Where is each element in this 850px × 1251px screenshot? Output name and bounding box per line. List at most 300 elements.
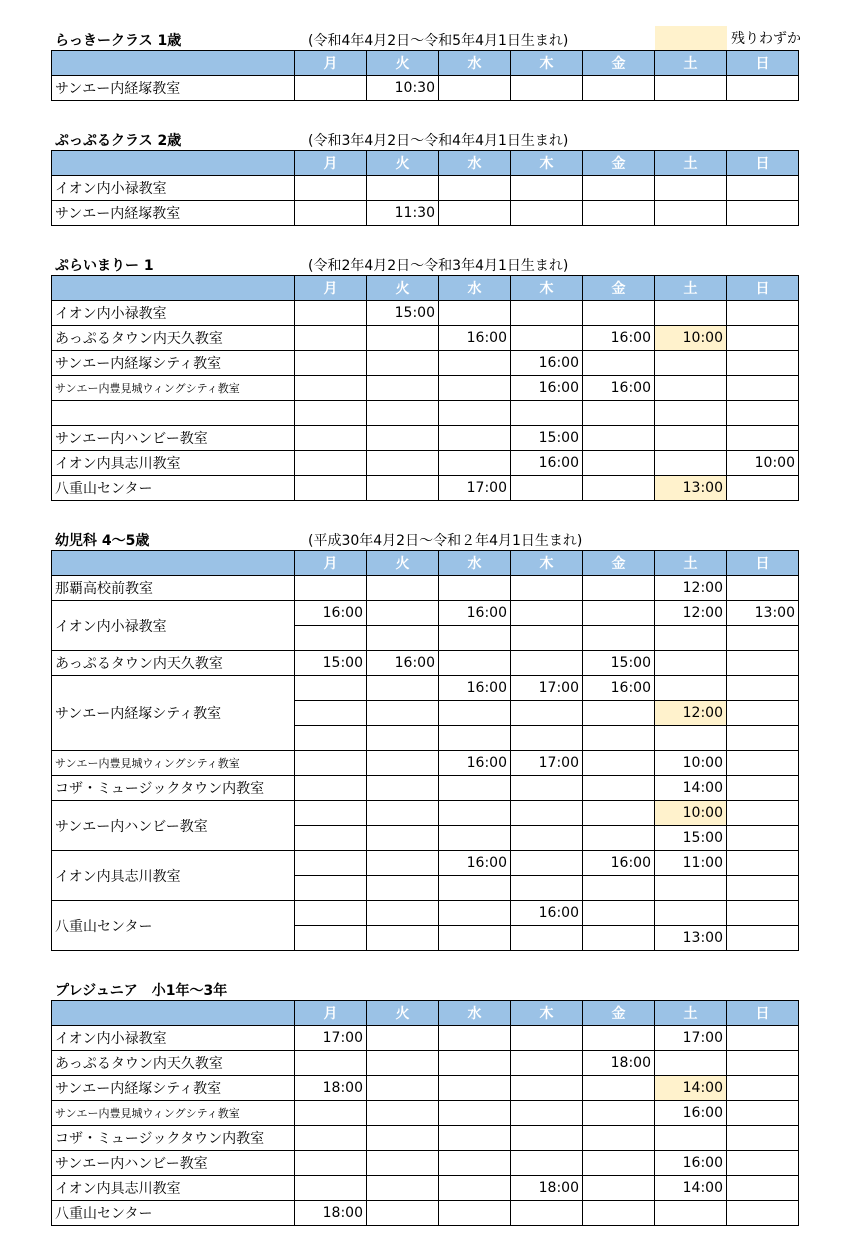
day-header: 月 xyxy=(295,151,367,176)
time-cell: 11:00 xyxy=(655,851,727,876)
time-cell xyxy=(655,301,727,326)
classroom-name: イオン内具志川教室 xyxy=(52,451,295,476)
time-cell xyxy=(295,1126,367,1151)
time-cell xyxy=(583,351,655,376)
classroom-name: イオン内小禄教室 xyxy=(52,1026,295,1051)
table-row xyxy=(52,576,799,601)
day-header: 日 xyxy=(727,551,799,576)
time-cell: 17:00 xyxy=(655,1026,727,1051)
time-cell xyxy=(511,926,583,951)
header-row xyxy=(52,51,799,76)
time-cell xyxy=(583,751,655,776)
time-cell: 18:00 xyxy=(295,1076,367,1101)
day-header: 水 xyxy=(439,51,511,76)
day-header: 土 xyxy=(655,51,727,76)
time-cell xyxy=(511,876,583,901)
classroom-name: イオン内小禄教室 xyxy=(52,176,295,201)
section-title: ぷっぷるクラス 2歳 xyxy=(55,133,182,149)
time-cell: 16:00 xyxy=(439,601,511,626)
time-cell xyxy=(439,1151,511,1176)
time-cell xyxy=(367,1201,439,1226)
time-cell xyxy=(727,401,799,426)
classroom-name: コザ・ミュージックタウン内教室 xyxy=(52,776,295,801)
time-cell xyxy=(439,451,511,476)
time-cell: 16:00 xyxy=(367,651,439,676)
schedule-table xyxy=(51,275,799,501)
time-cell xyxy=(655,451,727,476)
time-cell xyxy=(367,801,439,826)
time-cell xyxy=(583,201,655,226)
table-row xyxy=(52,676,799,701)
header-blank xyxy=(52,1001,295,1026)
day-header: 木 xyxy=(511,51,583,76)
day-header: 日 xyxy=(727,51,799,76)
day-header: 水 xyxy=(439,276,511,301)
time-cell xyxy=(583,1126,655,1151)
time-cell xyxy=(727,1101,799,1126)
time-cell xyxy=(295,801,367,826)
table-row xyxy=(52,451,799,476)
schedule-table xyxy=(51,1000,799,1226)
time-cell xyxy=(367,576,439,601)
time-cell xyxy=(367,376,439,401)
time-cell xyxy=(655,176,727,201)
classroom-name: サンエー内豊見城ウィングシティ教室 xyxy=(52,1101,295,1126)
classroom-name: あっぷるタウン内天久教室 xyxy=(52,326,295,351)
time-cell xyxy=(439,176,511,201)
table-row xyxy=(52,776,799,801)
section-range: (令和3年4月2日～令和4年4月1日生まれ) xyxy=(308,133,569,149)
time-cell xyxy=(511,176,583,201)
time-cell xyxy=(511,76,583,101)
time-cell xyxy=(295,876,367,901)
time-cell xyxy=(583,1176,655,1201)
table-row xyxy=(52,1076,799,1101)
time-cell xyxy=(439,301,511,326)
day-header: 日 xyxy=(727,1001,799,1026)
time-cell: 16:00 xyxy=(583,326,655,351)
classroom-name: あっぷるタウン内天久教室 xyxy=(52,651,295,676)
header-row xyxy=(52,151,799,176)
time-cell xyxy=(511,201,583,226)
time-cell xyxy=(511,301,583,326)
day-header: 土 xyxy=(655,551,727,576)
time-cell xyxy=(655,901,727,926)
table-row xyxy=(52,176,799,201)
table-row xyxy=(52,751,799,776)
time-cell xyxy=(439,701,511,726)
classroom-name: 八重山センター xyxy=(52,1201,295,1226)
time-cell xyxy=(583,626,655,651)
time-cell xyxy=(439,1051,511,1076)
classroom-name: あっぷるタウン内天久教室 xyxy=(52,1051,295,1076)
time-cell xyxy=(727,826,799,851)
time-cell xyxy=(655,401,727,426)
time-cell xyxy=(511,1101,583,1126)
day-header: 金 xyxy=(583,1001,655,1026)
time-cell xyxy=(655,76,727,101)
time-cell: 18:00 xyxy=(583,1051,655,1076)
time-cell xyxy=(511,851,583,876)
time-cell xyxy=(727,576,799,601)
time-cell xyxy=(727,1126,799,1151)
time-cell xyxy=(295,451,367,476)
time-cell: 12:00 xyxy=(655,601,727,626)
time-cell: 17:00 xyxy=(295,1026,367,1051)
day-header: 火 xyxy=(367,276,439,301)
time-cell xyxy=(583,76,655,101)
table-row xyxy=(52,351,799,376)
time-cell xyxy=(583,726,655,751)
time-cell xyxy=(583,1151,655,1176)
day-header: 土 xyxy=(655,151,727,176)
time-cell xyxy=(295,751,367,776)
time-cell: 16:00 xyxy=(511,451,583,476)
time-cell xyxy=(583,1201,655,1226)
day-header: 日 xyxy=(727,151,799,176)
day-header: 月 xyxy=(295,51,367,76)
time-cell-few-left: 10:00 xyxy=(655,326,727,351)
time-cell: 16:00 xyxy=(439,676,511,701)
classroom-name: 八重山センター xyxy=(52,476,295,501)
time-cell: 16:00 xyxy=(439,851,511,876)
time-cell xyxy=(439,651,511,676)
header-blank xyxy=(52,551,295,576)
time-cell xyxy=(655,651,727,676)
time-cell xyxy=(583,826,655,851)
time-cell: 10:00 xyxy=(655,751,727,776)
time-cell: 15:00 xyxy=(367,301,439,326)
time-cell xyxy=(511,576,583,601)
time-cell: 10:00 xyxy=(727,451,799,476)
day-header: 月 xyxy=(295,276,367,301)
time-cell xyxy=(511,601,583,626)
time-cell xyxy=(727,1151,799,1176)
table-row xyxy=(52,76,799,101)
time-cell xyxy=(511,476,583,501)
time-cell xyxy=(727,351,799,376)
schedule-table xyxy=(51,50,799,101)
classroom-name: サンエー内経塚教室 xyxy=(52,76,295,101)
time-cell xyxy=(295,701,367,726)
schedule-table xyxy=(51,550,799,951)
time-cell xyxy=(655,726,727,751)
time-cell xyxy=(727,1051,799,1076)
classroom-name: サンエー内経塚シティ教室 xyxy=(52,676,295,751)
time-cell xyxy=(655,351,727,376)
table-row xyxy=(52,426,799,451)
day-header: 火 xyxy=(367,1001,439,1026)
time-cell xyxy=(583,301,655,326)
time-cell xyxy=(655,376,727,401)
section-title: ぷらいまりー 1 xyxy=(55,258,154,274)
time-cell xyxy=(439,1126,511,1151)
time-cell: 17:00 xyxy=(511,676,583,701)
classroom-name: サンエー内経塚シティ教室 xyxy=(52,1076,295,1101)
table-row xyxy=(52,476,799,501)
time-cell xyxy=(367,1126,439,1151)
day-header: 火 xyxy=(367,51,439,76)
time-cell xyxy=(727,801,799,826)
classroom-name: サンエー内経塚シティ教室 xyxy=(52,351,295,376)
time-cell: 16:00 xyxy=(583,676,655,701)
time-cell xyxy=(439,1176,511,1201)
classroom-name: サンエー内豊見城ウィングシティ教室 xyxy=(52,751,295,776)
time-cell xyxy=(367,601,439,626)
table-row xyxy=(52,201,799,226)
time-cell xyxy=(295,426,367,451)
time-cell: 15:00 xyxy=(655,826,727,851)
time-cell: 16:00 xyxy=(655,1151,727,1176)
section-title: プレジュニア 小1年～3年 xyxy=(55,983,228,999)
time-cell xyxy=(727,376,799,401)
time-cell xyxy=(295,576,367,601)
section-range: (令和4年4月2日～令和5年4月1日生まれ) xyxy=(308,33,569,49)
classroom-name: サンエー内ハンビー教室 xyxy=(52,1151,295,1176)
header-blank xyxy=(52,151,295,176)
time-cell xyxy=(511,1076,583,1101)
table-row xyxy=(52,1101,799,1126)
time-cell xyxy=(511,401,583,426)
table-row xyxy=(52,1126,799,1151)
time-cell xyxy=(511,326,583,351)
time-cell xyxy=(439,351,511,376)
time-cell xyxy=(439,1101,511,1126)
header-blank xyxy=(52,51,295,76)
time-cell xyxy=(367,876,439,901)
day-header: 木 xyxy=(511,151,583,176)
time-cell xyxy=(727,626,799,651)
time-cell xyxy=(655,426,727,451)
time-cell xyxy=(367,726,439,751)
time-cell xyxy=(439,801,511,826)
time-cell: 17:00 xyxy=(511,751,583,776)
time-cell xyxy=(511,776,583,801)
time-cell: 16:00 xyxy=(439,326,511,351)
time-cell xyxy=(583,1026,655,1051)
time-cell xyxy=(439,426,511,451)
time-cell xyxy=(295,401,367,426)
section-range: (令和2年4月2日～令和3年4月1日生まれ) xyxy=(308,258,569,274)
time-cell xyxy=(295,726,367,751)
time-cell xyxy=(727,876,799,901)
time-cell xyxy=(439,826,511,851)
time-cell xyxy=(295,626,367,651)
time-cell xyxy=(367,176,439,201)
time-cell-few-left: 12:00 xyxy=(655,701,727,726)
time-cell xyxy=(583,1076,655,1101)
time-cell xyxy=(727,701,799,726)
time-cell xyxy=(655,676,727,701)
time-cell xyxy=(727,726,799,751)
time-cell xyxy=(295,201,367,226)
table-row xyxy=(52,601,799,626)
schedule-table xyxy=(51,150,799,226)
time-cell xyxy=(727,326,799,351)
table-row xyxy=(52,1201,799,1226)
time-cell xyxy=(367,1051,439,1076)
time-cell xyxy=(367,426,439,451)
table-row xyxy=(52,401,799,426)
time-cell xyxy=(295,1176,367,1201)
time-cell: 13:00 xyxy=(655,926,727,951)
time-cell xyxy=(583,701,655,726)
classroom-name: サンエー内豊見城ウィングシティ教室 xyxy=(52,376,295,401)
time-cell xyxy=(583,451,655,476)
time-cell xyxy=(439,576,511,601)
classroom-name: イオン内具志川教室 xyxy=(52,851,295,901)
day-header: 水 xyxy=(439,1001,511,1026)
time-cell xyxy=(295,351,367,376)
day-header: 水 xyxy=(439,151,511,176)
table-row xyxy=(52,1026,799,1051)
day-header: 土 xyxy=(655,1001,727,1026)
time-cell xyxy=(367,1101,439,1126)
time-cell xyxy=(367,701,439,726)
day-header: 木 xyxy=(511,551,583,576)
time-cell xyxy=(727,776,799,801)
time-cell xyxy=(295,326,367,351)
time-cell xyxy=(511,1201,583,1226)
time-cell xyxy=(367,901,439,926)
time-cell xyxy=(295,901,367,926)
classroom-name xyxy=(52,401,295,426)
time-cell xyxy=(511,1126,583,1151)
time-cell: 16:00 xyxy=(511,901,583,926)
time-cell xyxy=(439,926,511,951)
time-cell xyxy=(655,1126,727,1151)
time-cell xyxy=(583,476,655,501)
time-cell xyxy=(295,1151,367,1176)
time-cell: 18:00 xyxy=(295,1201,367,1226)
classroom-name: サンエー内ハンビー教室 xyxy=(52,801,295,851)
time-cell-few-left: 14:00 xyxy=(655,1076,727,1101)
time-cell xyxy=(295,776,367,801)
day-header: 月 xyxy=(295,551,367,576)
time-cell xyxy=(583,601,655,626)
time-cell: 10:30 xyxy=(367,76,439,101)
time-cell xyxy=(583,876,655,901)
time-cell: 11:30 xyxy=(367,201,439,226)
day-header: 火 xyxy=(367,551,439,576)
section-title: らっきークラス 1歳 xyxy=(55,33,182,49)
day-header: 金 xyxy=(583,276,655,301)
time-cell xyxy=(439,901,511,926)
time-cell xyxy=(727,676,799,701)
classroom-name: サンエー内ハンビー教室 xyxy=(52,426,295,451)
table-row xyxy=(52,326,799,351)
time-cell: 12:00 xyxy=(655,576,727,601)
table-row xyxy=(52,1176,799,1201)
day-header: 土 xyxy=(655,276,727,301)
time-cell xyxy=(367,851,439,876)
time-cell xyxy=(367,676,439,701)
time-cell xyxy=(439,401,511,426)
time-cell: 16:00 xyxy=(655,1101,727,1126)
day-header: 木 xyxy=(511,276,583,301)
time-cell xyxy=(511,1026,583,1051)
time-cell xyxy=(367,751,439,776)
time-cell xyxy=(439,776,511,801)
time-cell xyxy=(367,1151,439,1176)
time-cell xyxy=(367,401,439,426)
day-header: 金 xyxy=(583,151,655,176)
time-cell xyxy=(727,751,799,776)
time-cell xyxy=(439,726,511,751)
time-cell: 14:00 xyxy=(655,1176,727,1201)
time-cell xyxy=(295,926,367,951)
time-cell xyxy=(583,176,655,201)
time-cell: 17:00 xyxy=(439,476,511,501)
time-cell: 18:00 xyxy=(511,1176,583,1201)
time-cell xyxy=(583,776,655,801)
time-cell xyxy=(655,876,727,901)
day-header: 火 xyxy=(367,151,439,176)
time-cell xyxy=(439,1076,511,1101)
classroom-name: イオン内具志川教室 xyxy=(52,1176,295,1201)
classroom-name: 八重山センター xyxy=(52,901,295,951)
time-cell xyxy=(439,1026,511,1051)
classroom-name: イオン内小禄教室 xyxy=(52,301,295,326)
time-cell xyxy=(511,701,583,726)
time-cell xyxy=(367,326,439,351)
day-header: 月 xyxy=(295,1001,367,1026)
time-cell xyxy=(727,426,799,451)
classroom-name: イオン内小禄教室 xyxy=(52,601,295,651)
time-cell xyxy=(583,901,655,926)
time-cell xyxy=(367,626,439,651)
legend-label: 残りわずか xyxy=(731,31,801,47)
time-cell xyxy=(727,1076,799,1101)
time-cell xyxy=(727,176,799,201)
legend-swatch xyxy=(655,26,727,50)
classroom-name: コザ・ミュージックタウン内教室 xyxy=(52,1126,295,1151)
header-row xyxy=(52,1001,799,1026)
header-row xyxy=(52,276,799,301)
time-cell: 16:00 xyxy=(295,601,367,626)
day-header: 日 xyxy=(727,276,799,301)
time-cell-few-left: 13:00 xyxy=(655,476,727,501)
time-cell xyxy=(727,926,799,951)
time-cell xyxy=(367,451,439,476)
time-cell xyxy=(511,826,583,851)
time-cell: 15:00 xyxy=(511,426,583,451)
time-cell xyxy=(655,626,727,651)
time-cell xyxy=(367,1026,439,1051)
time-cell: 16:00 xyxy=(511,376,583,401)
time-cell xyxy=(367,1176,439,1201)
time-cell xyxy=(727,901,799,926)
time-cell xyxy=(295,476,367,501)
time-cell xyxy=(655,1051,727,1076)
time-cell xyxy=(439,626,511,651)
header-row xyxy=(52,551,799,576)
time-cell xyxy=(511,1051,583,1076)
table-row xyxy=(52,801,799,826)
classroom-name: サンエー内経塚教室 xyxy=(52,201,295,226)
table-row xyxy=(52,851,799,876)
time-cell xyxy=(439,376,511,401)
time-cell: 15:00 xyxy=(583,651,655,676)
table-row xyxy=(52,901,799,926)
time-cell xyxy=(295,1101,367,1126)
time-cell xyxy=(727,1026,799,1051)
time-cell xyxy=(511,626,583,651)
time-cell xyxy=(439,201,511,226)
header-blank xyxy=(52,276,295,301)
time-cell xyxy=(583,926,655,951)
time-cell xyxy=(583,401,655,426)
